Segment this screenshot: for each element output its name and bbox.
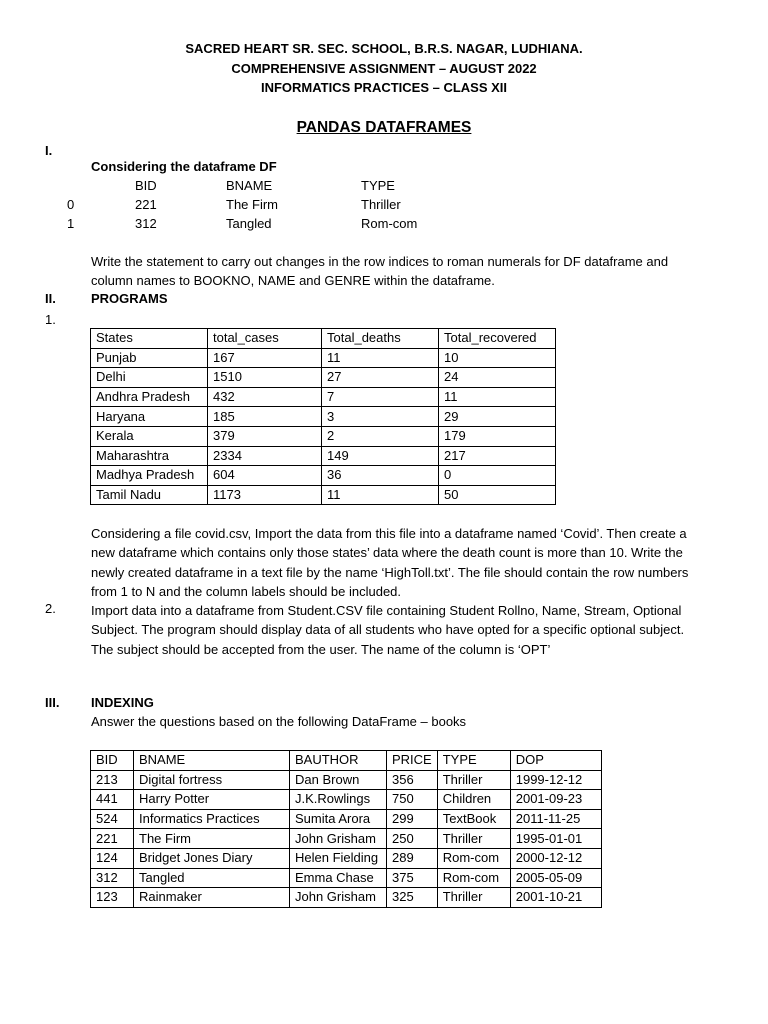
table-cell: 289	[387, 848, 438, 868]
table-cell: 356	[387, 770, 438, 790]
table-cell: 11	[439, 387, 556, 407]
table-cell: 123	[91, 888, 134, 908]
table-row	[91, 770, 602, 790]
column-header: total_cases	[208, 329, 322, 349]
df-column-header: BID	[135, 178, 157, 193]
school-name: SACRED HEART SR. SEC. SCHOOL, B.R.S. NAGAR, LUDHIANA.	[185, 41, 583, 56]
column-header: BNAME	[134, 751, 290, 771]
table-cell: Bridget Jones Diary	[134, 848, 290, 868]
table-cell: 250	[387, 829, 438, 849]
table-row	[91, 407, 556, 427]
table-cell: Punjab	[91, 348, 208, 368]
table-row	[91, 848, 602, 868]
section-2-heading: PROGRAMS	[91, 291, 168, 306]
table-cell: 217	[439, 446, 556, 466]
column-header: Total_deaths	[322, 329, 439, 349]
books-table	[90, 750, 602, 908]
df-column-header: BNAME	[226, 178, 273, 193]
table-cell: 750	[387, 790, 438, 810]
page-title: PANDAS DATAFRAMES	[296, 119, 472, 136]
column-header: BID	[91, 751, 134, 771]
table-cell: Tamil Nadu	[91, 485, 208, 505]
table-cell: 1510	[208, 368, 322, 388]
table-cell: 10	[439, 348, 556, 368]
table-header-row	[91, 329, 556, 349]
table-cell: 604	[208, 466, 322, 486]
table-cell: 432	[208, 387, 322, 407]
table-row	[91, 368, 556, 388]
assignment-title: COMPREHENSIVE ASSIGNMENT – AUGUST 2022	[231, 61, 537, 76]
section-1-heading: Considering the dataframe DF	[91, 159, 277, 174]
table-cell: 27	[322, 368, 439, 388]
section-3-intro: Answer the questions based on the following DataFrame – books	[91, 714, 467, 729]
table-cell: 179	[439, 426, 556, 446]
table-cell: 2	[322, 426, 439, 446]
table-cell: Dan Brown	[290, 770, 387, 790]
table-cell: Harry Potter	[134, 790, 290, 810]
table-cell: TextBook	[437, 809, 510, 829]
table-cell: Emma Chase	[290, 868, 387, 888]
table-cell: Tangled	[134, 868, 290, 888]
table-cell: Thriller	[437, 888, 510, 908]
section-1-number: I.	[45, 143, 53, 158]
df-cell: 312	[135, 216, 157, 231]
table-row	[91, 790, 602, 810]
table-cell: Rom-com	[437, 848, 510, 868]
table-cell: 213	[91, 770, 134, 790]
table-cell: Children	[437, 790, 510, 810]
table-cell: 50	[439, 485, 556, 505]
table-cell: 2334	[208, 446, 322, 466]
table-cell: The Firm	[134, 829, 290, 849]
table-cell: 11	[322, 485, 439, 505]
column-header: States	[91, 329, 208, 349]
table-cell: 312	[91, 868, 134, 888]
table-row	[91, 387, 556, 407]
table-cell: 0	[439, 466, 556, 486]
table-row	[91, 829, 602, 849]
column-header: Total_recovered	[439, 329, 556, 349]
table-row	[91, 348, 556, 368]
table-cell: Rom-com	[437, 868, 510, 888]
table-cell: Helen Fielding	[290, 848, 387, 868]
df-column-header: TYPE	[361, 178, 395, 193]
table-cell: 221	[91, 829, 134, 849]
subject-class: INFORMATICS PRACTICES – CLASS XII	[260, 80, 508, 95]
question-1-number: 1.	[45, 312, 56, 327]
table-cell: 1999-12-12	[510, 770, 601, 790]
column-header: BAUTHOR	[290, 751, 387, 771]
covid-table	[90, 328, 556, 505]
column-header: PRICE	[387, 751, 438, 771]
table-row	[91, 888, 602, 908]
table-cell: 167	[208, 348, 322, 368]
table-cell: 124	[91, 848, 134, 868]
table-cell: 2000-12-12	[510, 848, 601, 868]
table-row	[91, 868, 602, 888]
table-cell: 3	[322, 407, 439, 427]
table-cell: 2001-09-23	[510, 790, 601, 810]
table-cell: 2001-10-21	[510, 888, 601, 908]
table-row	[91, 426, 556, 446]
table-cell: 185	[208, 407, 322, 427]
df-cell: Tangled	[226, 216, 272, 231]
table-row	[91, 485, 556, 505]
table-cell: Madhya Pradesh	[91, 466, 208, 486]
table-cell: 375	[387, 868, 438, 888]
table-row	[91, 809, 602, 829]
df-cell: The Firm	[226, 197, 278, 212]
section-3-number: III.	[45, 695, 60, 710]
table-cell: 149	[322, 446, 439, 466]
table-cell: 1173	[208, 485, 322, 505]
table-row	[91, 466, 556, 486]
df-cell: Thriller	[361, 197, 401, 212]
table-cell: Thriller	[437, 829, 510, 849]
table-cell: Rainmaker	[134, 888, 290, 908]
section-2-number: II.	[45, 291, 56, 306]
table-cell: 11	[322, 348, 439, 368]
table-row	[91, 446, 556, 466]
table-cell: Haryana	[91, 407, 208, 427]
table-cell: 29	[439, 407, 556, 427]
table-cell: Delhi	[91, 368, 208, 388]
table-cell: 441	[91, 790, 134, 810]
table-cell: Kerala	[91, 426, 208, 446]
table-cell: John Grisham	[290, 888, 387, 908]
question-2-number: 2.	[45, 601, 56, 616]
table-cell: 36	[322, 466, 439, 486]
table-cell: 2011-11-25	[510, 809, 601, 829]
table-cell: 325	[387, 888, 438, 908]
table-cell: J.K.Rowlings	[290, 790, 387, 810]
table-header-row	[91, 751, 602, 771]
section-1-question: Write the statement to carry out changes in the row indices to roman numerals for DF dataframe and column names to BOOKNO, NAME and GENRE within the dataframe.	[91, 254, 669, 289]
df-cell: Rom-com	[361, 216, 418, 231]
table-cell: 524	[91, 809, 134, 829]
column-header: TYPE	[437, 751, 510, 771]
question-1-text: Considering a file covid.csv, Import the data from this file into a dataframe named ‘Covid’. Then create a new dataframe which contains only those states’ data where the death count is more than 10. Write the newly created dataframe in a text file by the name ‘HighToll.txt’. The file should contain the row numbers from 1 to N and the column labels should be included.	[91, 526, 689, 599]
table-cell: 7	[322, 387, 439, 407]
table-cell: 299	[387, 809, 438, 829]
table-cell: Sumita Arora	[290, 809, 387, 829]
table-cell: Thriller	[437, 770, 510, 790]
column-header: DOP	[510, 751, 601, 771]
table-cell: 1995-01-01	[510, 829, 601, 849]
table-cell: Maharashtra	[91, 446, 208, 466]
table-cell: Informatics Practices	[134, 809, 290, 829]
section-3-heading: INDEXING	[91, 695, 154, 710]
question-2-text: Import data into a dataframe from Student.CSV file containing Student Rollno, Name, Stream, Optional Subject. The program should display data of all students who have opted for a specific optional subject. The subject should be accepted from the user. The name of the column is ‘OPT’	[91, 603, 685, 657]
table-cell: 379	[208, 426, 322, 446]
table-cell: John Grisham	[290, 829, 387, 849]
df-cell: 221	[135, 197, 157, 212]
df-row-index: 0	[67, 197, 75, 212]
table-cell: Andhra Pradesh	[91, 387, 208, 407]
table-cell: 2005-05-09	[510, 868, 601, 888]
table-cell: 24	[439, 368, 556, 388]
df-row-index: 1	[67, 216, 75, 231]
table-cell: Digital fortress	[134, 770, 290, 790]
